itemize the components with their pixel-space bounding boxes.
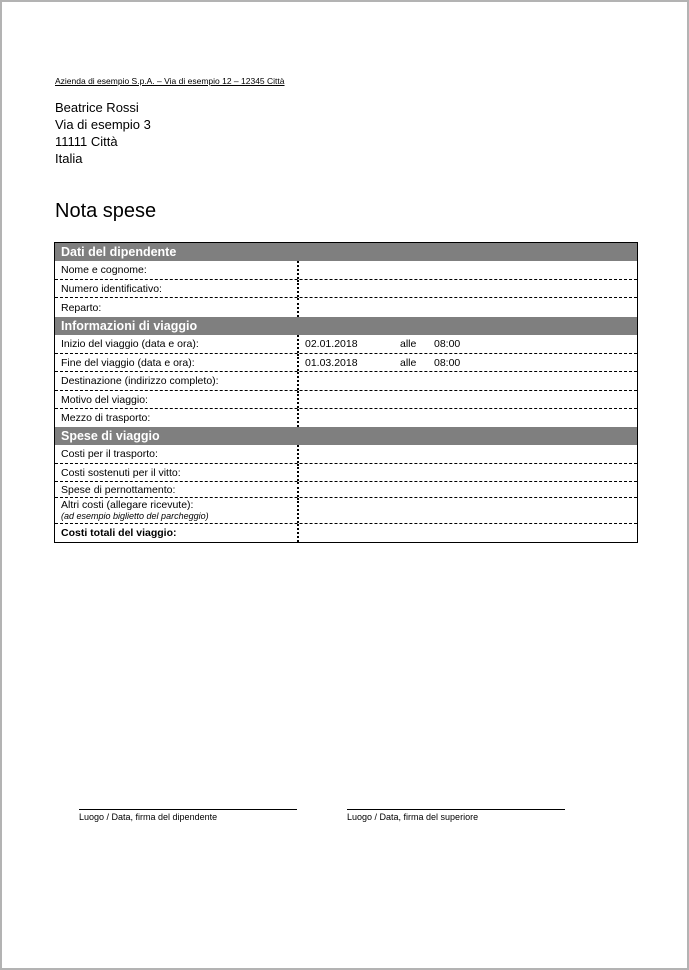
form-row-end	[55, 354, 637, 372]
field-label: Costi totali del viaggio:	[55, 524, 299, 542]
form-row-start	[55, 335, 637, 354]
end-time: 08:00	[434, 356, 461, 369]
recipient-city: 11111 Città	[55, 134, 118, 149]
form-row-name	[55, 261, 637, 280]
total-field[interactable]	[299, 524, 637, 542]
signature-employee: Luogo / Data, firma del dipendente	[79, 809, 297, 822]
form-row-total	[55, 524, 637, 542]
section-header-expenses: Spese di viaggio	[55, 427, 637, 445]
recipient-street: Via di esempio 3	[55, 117, 151, 132]
other-costs-field[interactable]	[299, 498, 637, 523]
transport-costs-field[interactable]	[299, 445, 637, 463]
expense-form	[54, 242, 638, 543]
section-header-travel: Informazioni di viaggio	[55, 317, 637, 335]
food-costs-field[interactable]	[299, 464, 637, 481]
recipient-country: Italia	[55, 151, 83, 166]
sender-line: Azienda di esempio S.p.A. – Via di esempio 12 – 12345 Città	[55, 76, 285, 86]
department-field[interactable]	[299, 298, 637, 317]
end-at-label: alle	[400, 356, 417, 369]
start-field[interactable]	[299, 335, 637, 353]
field-label: Reparto:	[55, 298, 299, 317]
field-label: Destinazione (indirizzo completo):	[55, 372, 299, 390]
end-field[interactable]	[299, 354, 637, 371]
form-row-department	[55, 298, 637, 317]
field-label: Spese di pernottamento:	[55, 482, 299, 497]
recipient-address	[55, 99, 151, 167]
destination-field[interactable]	[299, 372, 637, 390]
field-label: Mezzo di trasporto:	[55, 409, 299, 427]
page-title: Nota spese	[55, 200, 157, 222]
form-row-lodging	[55, 482, 637, 498]
id-field[interactable]	[299, 280, 637, 297]
recipient-name: Beatrice Rossi	[55, 100, 139, 115]
field-label: Motivo del viaggio:	[55, 391, 299, 408]
field-label	[55, 498, 299, 523]
lodging-field[interactable]	[299, 482, 637, 497]
form-row-reason	[55, 391, 637, 409]
other-costs-label: Altri costi (allegare ricevute):	[61, 498, 194, 511]
start-date: 02.01.2018	[305, 338, 358, 350]
form-row-other-costs	[55, 498, 637, 524]
other-costs-note: (ad esempio biglietto del parcheggio)	[61, 510, 209, 521]
field-label: Fine del viaggio (data e ora):	[55, 354, 299, 371]
signature-supervisor: Luogo / Data, firma del superiore	[347, 809, 565, 822]
reason-field[interactable]	[299, 391, 637, 408]
name-field[interactable]	[299, 261, 637, 279]
field-label: Inizio del viaggio (data e ora):	[55, 335, 299, 353]
transport-field[interactable]	[299, 409, 637, 427]
field-label: Costi per il trasporto:	[55, 445, 299, 463]
field-label: Numero identificativo:	[55, 280, 299, 297]
field-label: Nome e cognome:	[55, 261, 299, 279]
form-row-id	[55, 280, 637, 298]
end-date: 01.03.2018	[305, 356, 358, 369]
start-at-label: alle	[400, 338, 417, 350]
form-row-transport	[55, 409, 637, 427]
form-row-destination	[55, 372, 637, 391]
section-header-employee: Dati del dipendente	[55, 243, 637, 261]
form-row-food-costs	[55, 464, 637, 482]
start-time: 08:00	[434, 338, 461, 350]
form-row-transport-costs	[55, 445, 637, 464]
field-label: Costi sostenuti per il vitto:	[55, 464, 299, 481]
